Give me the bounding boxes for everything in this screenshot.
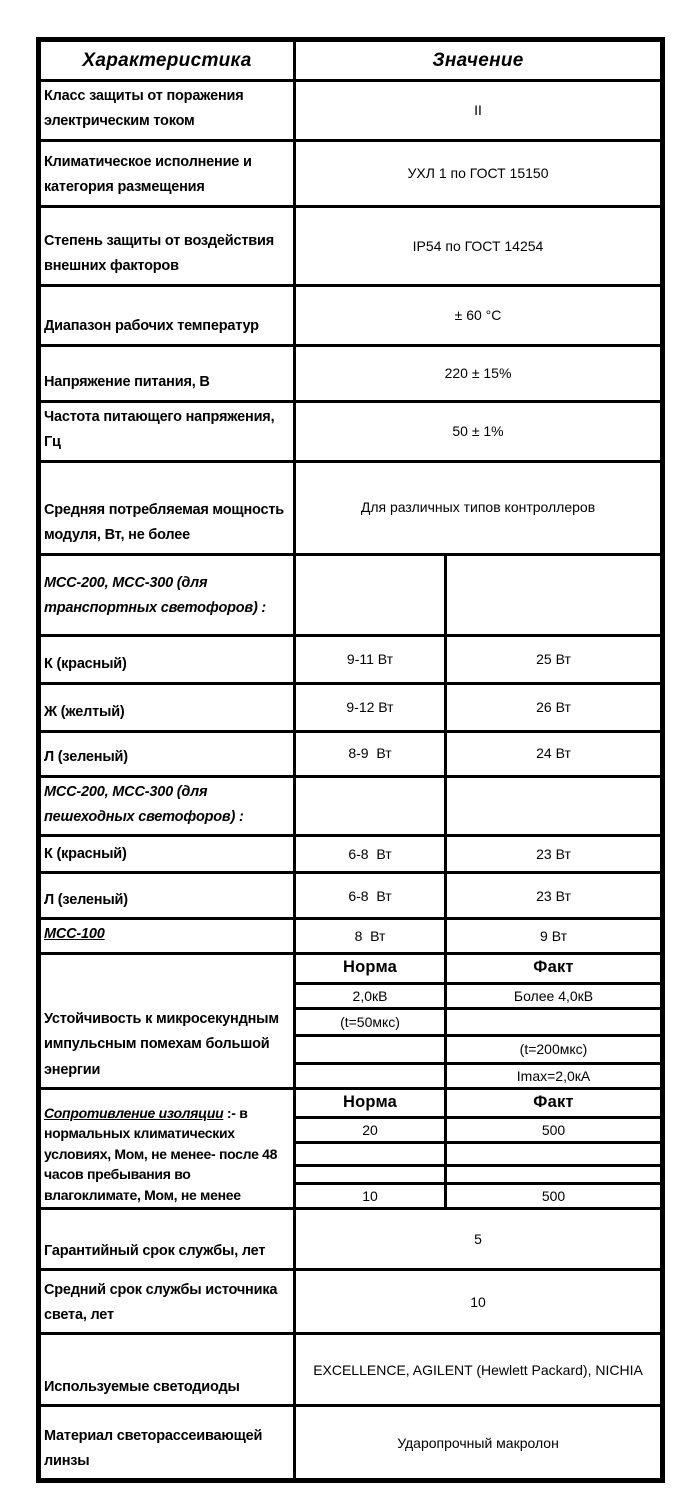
subrow-fact-cell: 500	[446, 1118, 663, 1143]
row-value-fact	[446, 554, 663, 635]
row-value: II	[295, 81, 663, 141]
subrow-fact-cell: 500	[446, 1184, 663, 1209]
table-row	[39, 140, 663, 206]
subrow-norma-cell	[295, 1035, 446, 1063]
row-label: Л (зеленый)	[39, 873, 295, 919]
row-label-emphasis: Сопротивление изоляции	[44, 1104, 224, 1121]
row-label: МСС-200, МСС-300 (для транспортных светофоров) :	[39, 554, 295, 635]
row-label: Средняя потребляемая мощность модуля, Вт, не более	[39, 461, 295, 554]
row-value: IP54 по ГОСТ 14254	[295, 206, 663, 285]
subcol-header-norma: Норма	[295, 953, 446, 983]
row-value: 5	[295, 1209, 663, 1270]
subcol-header-fact: Факт	[446, 953, 663, 983]
row-value: Для различных типов контроллеров	[295, 461, 663, 554]
row-value: 10	[295, 1270, 663, 1334]
subrow-norma-cell: (t=50мкс)	[295, 1008, 446, 1035]
table-row	[39, 919, 663, 953]
table-row	[39, 836, 663, 873]
row-label: Используемые светодиоды	[39, 1334, 295, 1406]
row-value: УХЛ 1 по ГОСТ 15150	[295, 140, 663, 206]
table-row	[39, 1209, 663, 1270]
table-row	[39, 776, 663, 836]
row-label: К (красный)	[39, 635, 295, 683]
table-row	[39, 461, 663, 554]
row-value: EXCELLENCE, AGILENT (Hewlett Packard), NICHIA	[295, 1334, 663, 1406]
table-row	[39, 1270, 663, 1334]
row-value-fact: 9 Вт	[446, 919, 663, 953]
table-row	[39, 81, 663, 141]
subrow-norma-cell: 10	[295, 1184, 446, 1209]
table-row	[39, 554, 663, 635]
row-label: Ж (желтый)	[39, 683, 295, 731]
row-value-norma: 8 Вт	[295, 919, 446, 953]
row-label: Устойчивость к микросекундным импульсным помехам большой энергии	[39, 953, 295, 1088]
row-value-norma: 8-9 Вт	[295, 731, 446, 776]
subrow-fact-cell: Более 4,0кВ	[446, 983, 663, 1008]
table-row	[39, 285, 663, 345]
table-row	[39, 731, 663, 776]
row-label	[39, 919, 295, 953]
row-value: 50 ± 1%	[295, 401, 663, 461]
subrow-norma-cell	[295, 1063, 446, 1088]
row-value-norma: 6-8 Вт	[295, 873, 446, 919]
row-label: Напряжение питания, В	[39, 345, 295, 401]
row-label: Класс защиты от поражения электрическим током	[39, 81, 295, 141]
row-value-norma: 9-12 Вт	[295, 683, 446, 731]
row-value-fact: 26 Вт	[446, 683, 663, 731]
table-row	[39, 206, 663, 285]
row-label: К (красный)	[39, 836, 295, 873]
row-value-fact	[446, 776, 663, 836]
row-value-norma: 9-11 Вт	[295, 635, 446, 683]
row-label: Степень защиты от воздействия внешних факторов	[39, 206, 295, 285]
row-label-text: МСС-100	[44, 926, 105, 943]
row-value-fact: 23 Вт	[446, 873, 663, 919]
subrow-norma-cell	[295, 1143, 446, 1166]
row-value-fact: 24 Вт	[446, 731, 663, 776]
row-label: Диапазон рабочих температур	[39, 285, 295, 345]
subrow-fact-cell: Imax=2,0кА	[446, 1063, 663, 1088]
row-label: Частота питающего напряжения, Гц	[39, 401, 295, 461]
table-row	[39, 953, 663, 983]
row-label: МСС-200, МСС-300 (для пешеходных светофоров) :	[39, 776, 295, 836]
table-row	[39, 1334, 663, 1406]
row-label: Климатическое исполнение и категория размещения	[39, 140, 295, 206]
table-row	[39, 683, 663, 731]
header-characteristic: Характеристика	[39, 40, 295, 81]
row-value: Ударопрочный макролон	[295, 1406, 663, 1481]
table-row	[39, 1089, 663, 1118]
row-label: Гарантийный срок службы, лет	[39, 1209, 295, 1270]
subcol-header-fact: Факт	[446, 1089, 663, 1118]
subrow-norma-cell: 20	[295, 1118, 446, 1143]
subcol-header-norma: Норма	[295, 1089, 446, 1118]
row-value-fact: 23 Вт	[446, 836, 663, 873]
subrow-norma-cell	[295, 1166, 446, 1184]
row-value: ± 60 °C	[295, 285, 663, 345]
row-value-norma: 6-8 Вт	[295, 836, 446, 873]
table-row	[39, 401, 663, 461]
subrow-fact-cell	[446, 1166, 663, 1184]
table-row	[39, 635, 663, 683]
row-value-fact: 25 Вт	[446, 635, 663, 683]
table-row	[39, 873, 663, 919]
row-label: Материал светорассеивающей линзы	[39, 1406, 295, 1481]
table-row	[39, 1406, 663, 1481]
row-label-rest: :- в нормальных климатических условиях, Мом, не менее- после 48 часов пребывания во влагоклимате, Мом, не менее	[44, 1104, 278, 1203]
header-value: Значение	[295, 40, 663, 81]
header-row	[39, 40, 663, 81]
subrow-fact-cell	[446, 1008, 663, 1035]
row-label: Средний срок службы источника света, лет	[39, 1270, 295, 1334]
row-label: Л (зеленый)	[39, 731, 295, 776]
row-label	[39, 1089, 295, 1209]
subrow-fact-cell: (t=200мкс)	[446, 1035, 663, 1063]
subrow-norma-cell: 2,0кВ	[295, 983, 446, 1008]
row-value-norma	[295, 776, 446, 836]
row-value-norma	[295, 554, 446, 635]
spec-table	[36, 37, 665, 1483]
row-value: 220 ± 15%	[295, 345, 663, 401]
table-row	[39, 345, 663, 401]
subrow-fact-cell	[446, 1143, 663, 1166]
